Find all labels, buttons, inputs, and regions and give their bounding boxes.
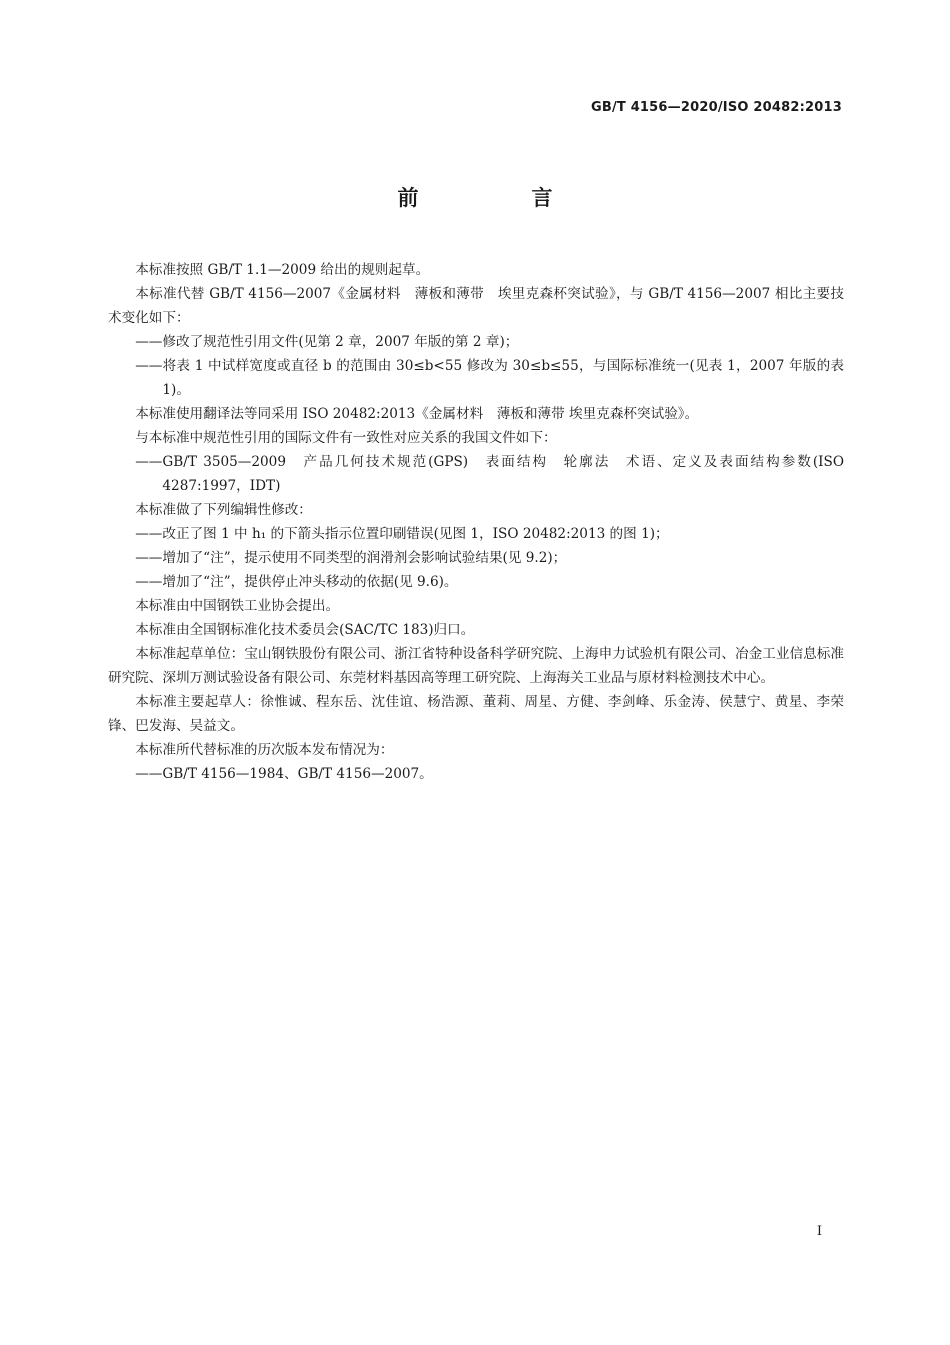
list-item-history-1: ——GB/T 4156—1984、GB/T 4156—2007。: [135, 766, 433, 782]
list-item-change-1: ——修改了规范性引用文件(见第 2 章，2007 年版的第 2 章)；: [135, 334, 519, 350]
list-item-change-2: ——将表 1 中试样宽度或直径 b 的范围由 30≤b<55 修改为 30≤b≤55，与国际标准统一(见表 1，2007 年版的表 1)。: [135, 358, 844, 398]
paragraph-drafting-units: 本标准起草单位：宝山钢铁股份有限公司、浙江省特种设备科学研究院、上海申力试验机有限公司、冶金工业信息标准研究院、深圳万测试验设备有限公司、东莞材料基因高等理工研究院、上海海关工业品与原材料检测技术中心。: [108, 646, 844, 686]
paragraph-correspondence: 与本标准中规范性引用的国际文件有一致性对应关系的我国文件如下：: [135, 430, 557, 446]
document-body: [108, 258, 844, 786]
list-item-editorial-3: ——增加了“注”，提供停止冲头移动的依据(见 9.6)。: [135, 574, 458, 590]
paragraph-technical-committee: 本标准由全国钢标准化技术委员会(SAC/TC 183)归口。: [135, 622, 475, 638]
paragraph-drafting-rules: 本标准按照 GB/T 1.1—2009 给出的规则起草。: [135, 262, 430, 278]
page-title: 前 言: [397, 186, 599, 210]
paragraph-editorial: 本标准做了下列编辑性修改：: [135, 502, 312, 518]
paragraph-history: 本标准所代替标准的历次版本发布情况为：: [135, 742, 394, 758]
list-item-editorial-1: ——改正了图 1 中 h₁ 的下箭头指示位置印刷错误(见图 1，ISO 20482:2013 的图 1)；: [135, 526, 669, 542]
list-item-editorial-2: ——增加了“注”，提示使用不同类型的润滑剂会影响试验结果(见 9.2)；: [135, 550, 567, 566]
standard-code: GB/T 4156—2020/ISO 20482:2013: [590, 100, 842, 115]
paragraph-adoption: 本标准使用翻译法等同采用 ISO 20482:2013《金属材料 薄板和薄带 埃里克森杯突试验》。: [135, 406, 699, 422]
paragraph-proposer: 本标准由中国钢铁工业协会提出。: [135, 598, 340, 614]
list-item-correspondence-1: ——GB/T 3505—2009 产品几何技术规范(GPS) 表面结构 轮廓法 术语、定义及表面结构参数(ISO 4287:1997，IDT): [135, 454, 844, 494]
paragraph-drafters: 本标准主要起草人：徐惟诚、程东岳、沈佳谊、杨浩源、董莉、周星、方健、李剑峰、乐金涛、侯慧宁、黄星、李荣锋、巴发海、吴益文。: [108, 694, 844, 734]
paragraph-replacement: 本标准代替 GB/T 4156—2007《金属材料 薄板和薄带 埃里克森杯突试验》，与 GB/T 4156—2007 相比主要技术变化如下：: [108, 286, 844, 326]
page-number: I: [816, 1224, 822, 1239]
